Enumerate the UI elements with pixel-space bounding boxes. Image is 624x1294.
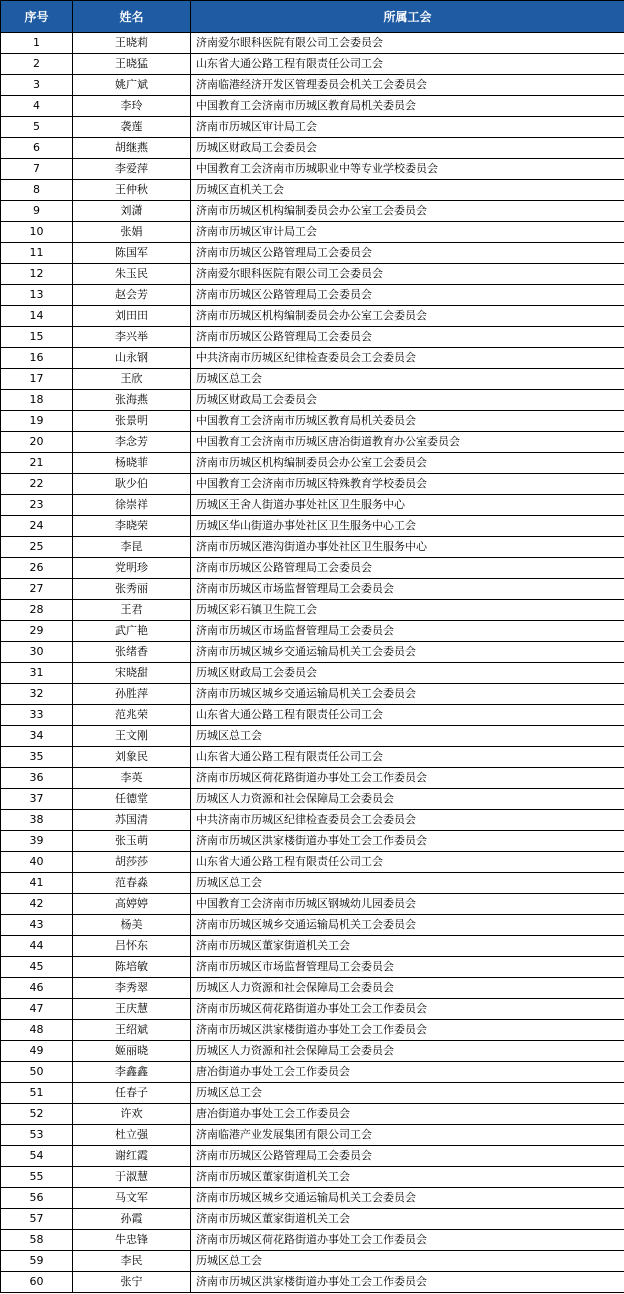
row-name: 杜立强 bbox=[73, 1125, 191, 1146]
row-name: 徐崇祥 bbox=[73, 495, 191, 516]
row-union: 济南市历城区市场监督管理局工会委员会 bbox=[191, 957, 624, 978]
row-name: 张秀丽 bbox=[73, 579, 191, 600]
row-index: 56 bbox=[1, 1188, 73, 1209]
row-index: 19 bbox=[1, 411, 73, 432]
row-union: 中国教育工会济南市历城区钢城幼儿园委员会 bbox=[191, 894, 624, 915]
header-union: 所属工会 bbox=[191, 1, 624, 33]
table-row bbox=[1, 1230, 624, 1251]
row-name: 耿少伯 bbox=[73, 474, 191, 495]
row-union: 济南市历城区洪家楼街道办事处工会工作委员会 bbox=[191, 1272, 624, 1293]
row-union: 中国教育工会济南市历城区教育局机关委员会 bbox=[191, 411, 624, 432]
table-row bbox=[1, 390, 624, 411]
table-row bbox=[1, 159, 624, 180]
row-union: 济南市历城区市场监督管理局工会委员会 bbox=[191, 579, 624, 600]
row-name: 孙霞 bbox=[73, 1209, 191, 1230]
table-row bbox=[1, 768, 624, 789]
table-row bbox=[1, 1125, 624, 1146]
row-name: 王庆慧 bbox=[73, 999, 191, 1020]
table-row bbox=[1, 453, 624, 474]
row-name: 刘象民 bbox=[73, 747, 191, 768]
row-index: 36 bbox=[1, 768, 73, 789]
row-union: 唐冶街道办事处工会工作委员会 bbox=[191, 1104, 624, 1125]
table-row bbox=[1, 873, 624, 894]
row-name: 姬丽晓 bbox=[73, 1041, 191, 1062]
row-union: 济南爱尔眼科医院有限公司工会委员会 bbox=[191, 264, 624, 285]
row-index: 41 bbox=[1, 873, 73, 894]
table-row bbox=[1, 726, 624, 747]
row-name: 牛忠锋 bbox=[73, 1230, 191, 1251]
row-name: 吕怀东 bbox=[73, 936, 191, 957]
row-name: 王仲秋 bbox=[73, 180, 191, 201]
row-union: 历城区财政局工会委员会 bbox=[191, 663, 624, 684]
table-row bbox=[1, 684, 624, 705]
row-index: 2 bbox=[1, 54, 73, 75]
row-union: 中共济南市历城区纪律检查委员会工会委员会 bbox=[191, 810, 624, 831]
row-union: 济南爱尔眼科医院有限公司工会委员会 bbox=[191, 33, 624, 54]
table-row bbox=[1, 999, 624, 1020]
header-row bbox=[1, 1, 624, 33]
row-name: 刘田田 bbox=[73, 306, 191, 327]
row-name: 马文军 bbox=[73, 1188, 191, 1209]
row-name: 王欣 bbox=[73, 369, 191, 390]
row-union: 济南市历城区机构编制委员会办公室工会委员会 bbox=[191, 306, 624, 327]
row-name: 朱玉民 bbox=[73, 264, 191, 285]
row-index: 44 bbox=[1, 936, 73, 957]
table-row bbox=[1, 558, 624, 579]
row-index: 40 bbox=[1, 852, 73, 873]
row-index: 7 bbox=[1, 159, 73, 180]
table-row bbox=[1, 96, 624, 117]
row-name: 李鑫鑫 bbox=[73, 1062, 191, 1083]
row-name: 任德堂 bbox=[73, 789, 191, 810]
row-name: 李兴举 bbox=[73, 327, 191, 348]
row-name: 张海燕 bbox=[73, 390, 191, 411]
row-index: 59 bbox=[1, 1251, 73, 1272]
row-name: 李晓荣 bbox=[73, 516, 191, 537]
row-union: 历城区人力资源和社会保障局工会委员会 bbox=[191, 1041, 624, 1062]
row-name: 武广艳 bbox=[73, 621, 191, 642]
row-union: 济南市历城区洪家楼街道办事处工会工作委员会 bbox=[191, 1020, 624, 1041]
row-union: 历城区彩石镇卫生院工会 bbox=[191, 600, 624, 621]
row-index: 33 bbox=[1, 705, 73, 726]
row-name: 王绍斌 bbox=[73, 1020, 191, 1041]
table-row bbox=[1, 747, 624, 768]
row-name: 李英 bbox=[73, 768, 191, 789]
row-index: 45 bbox=[1, 957, 73, 978]
row-index: 52 bbox=[1, 1104, 73, 1125]
row-name: 赵会芳 bbox=[73, 285, 191, 306]
row-index: 6 bbox=[1, 138, 73, 159]
row-name: 陈国军 bbox=[73, 243, 191, 264]
row-union: 历城区总工会 bbox=[191, 1083, 624, 1104]
row-index: 11 bbox=[1, 243, 73, 264]
row-union: 山东省大通公路工程有限责任公司工会 bbox=[191, 705, 624, 726]
row-index: 54 bbox=[1, 1146, 73, 1167]
table-row bbox=[1, 1020, 624, 1041]
row-union: 历城区人力资源和社会保障局工会委员会 bbox=[191, 978, 624, 999]
row-union: 济南临港产业发展集团有限公司工会 bbox=[191, 1125, 624, 1146]
table-row bbox=[1, 474, 624, 495]
row-name: 苏国清 bbox=[73, 810, 191, 831]
table-row bbox=[1, 138, 624, 159]
row-index: 50 bbox=[1, 1062, 73, 1083]
table-row bbox=[1, 1251, 624, 1272]
table-row bbox=[1, 117, 624, 138]
row-index: 47 bbox=[1, 999, 73, 1020]
table-row bbox=[1, 516, 624, 537]
row-name: 高婷婷 bbox=[73, 894, 191, 915]
row-union: 山东省大通公路工程有限责任公司工会 bbox=[191, 852, 624, 873]
row-union: 历城区华山街道办事处社区卫生服务中心工会 bbox=[191, 516, 624, 537]
table-row bbox=[1, 1146, 624, 1167]
row-union: 济南市历城区城乡交通运输局机关工会委员会 bbox=[191, 684, 624, 705]
table-row bbox=[1, 75, 624, 96]
row-name: 袭莲 bbox=[73, 117, 191, 138]
row-index: 18 bbox=[1, 390, 73, 411]
row-index: 20 bbox=[1, 432, 73, 453]
row-union: 济南市历城区审计局工会 bbox=[191, 117, 624, 138]
row-index: 14 bbox=[1, 306, 73, 327]
row-index: 31 bbox=[1, 663, 73, 684]
row-union: 济南市历城区公路管理局工会委员会 bbox=[191, 1146, 624, 1167]
row-union: 济南市历城区公路管理局工会委员会 bbox=[191, 558, 624, 579]
row-union: 济南市历城区机构编制委员会办公室工会委员会 bbox=[191, 201, 624, 222]
row-name: 党明珍 bbox=[73, 558, 191, 579]
row-index: 58 bbox=[1, 1230, 73, 1251]
row-index: 48 bbox=[1, 1020, 73, 1041]
table-row bbox=[1, 243, 624, 264]
table-row bbox=[1, 1083, 624, 1104]
row-index: 5 bbox=[1, 117, 73, 138]
table-row bbox=[1, 537, 624, 558]
row-name: 孙胜萍 bbox=[73, 684, 191, 705]
row-union: 中国教育工会济南市历城区唐冶街道教育办公室委员会 bbox=[191, 432, 624, 453]
table-row bbox=[1, 600, 624, 621]
row-name: 李昆 bbox=[73, 537, 191, 558]
row-name: 山永钢 bbox=[73, 348, 191, 369]
row-union: 济南市历城区城乡交通运输局机关工会委员会 bbox=[191, 915, 624, 936]
row-union: 济南市历城区董家街道机关工会 bbox=[191, 1167, 624, 1188]
row-index: 60 bbox=[1, 1272, 73, 1293]
row-name: 王君 bbox=[73, 600, 191, 621]
row-index: 32 bbox=[1, 684, 73, 705]
row-name: 李秀翠 bbox=[73, 978, 191, 999]
row-name: 张娟 bbox=[73, 222, 191, 243]
table-header bbox=[1, 1, 624, 33]
row-name: 宋晓甜 bbox=[73, 663, 191, 684]
row-index: 1 bbox=[1, 33, 73, 54]
row-index: 49 bbox=[1, 1041, 73, 1062]
row-index: 34 bbox=[1, 726, 73, 747]
table-row bbox=[1, 915, 624, 936]
table-row bbox=[1, 978, 624, 999]
table-row bbox=[1, 789, 624, 810]
row-name: 许欢 bbox=[73, 1104, 191, 1125]
table-row bbox=[1, 579, 624, 600]
row-index: 22 bbox=[1, 474, 73, 495]
table-row bbox=[1, 1188, 624, 1209]
table-row bbox=[1, 180, 624, 201]
table-row bbox=[1, 1062, 624, 1083]
row-index: 3 bbox=[1, 75, 73, 96]
table-row bbox=[1, 936, 624, 957]
header-index: 序号 bbox=[1, 1, 73, 33]
table-row bbox=[1, 264, 624, 285]
row-index: 16 bbox=[1, 348, 73, 369]
row-union: 历城区总工会 bbox=[191, 1251, 624, 1272]
row-name: 张宁 bbox=[73, 1272, 191, 1293]
table-row bbox=[1, 327, 624, 348]
table-row bbox=[1, 369, 624, 390]
row-name: 刘潇 bbox=[73, 201, 191, 222]
row-name: 谢红霞 bbox=[73, 1146, 191, 1167]
row-index: 13 bbox=[1, 285, 73, 306]
row-name: 任春子 bbox=[73, 1083, 191, 1104]
row-name: 王晓莉 bbox=[73, 33, 191, 54]
row-union: 济南市历城区城乡交通运输局机关工会委员会 bbox=[191, 1188, 624, 1209]
table-row bbox=[1, 642, 624, 663]
row-index: 57 bbox=[1, 1209, 73, 1230]
row-union: 中国教育工会济南市历城职业中等专业学校委员会 bbox=[191, 159, 624, 180]
table-row bbox=[1, 831, 624, 852]
row-union: 中国教育工会济南市历城区教育局机关委员会 bbox=[191, 96, 624, 117]
table-row bbox=[1, 810, 624, 831]
row-union: 历城区直机关工会 bbox=[191, 180, 624, 201]
row-union: 历城区总工会 bbox=[191, 726, 624, 747]
table-row bbox=[1, 1272, 624, 1293]
table-row bbox=[1, 495, 624, 516]
table-row bbox=[1, 894, 624, 915]
row-union: 济南市历城区城乡交通运输局机关工会委员会 bbox=[191, 642, 624, 663]
row-index: 39 bbox=[1, 831, 73, 852]
table-row bbox=[1, 957, 624, 978]
row-index: 17 bbox=[1, 369, 73, 390]
row-union: 历城区人力资源和社会保障局工会委员会 bbox=[191, 789, 624, 810]
row-index: 24 bbox=[1, 516, 73, 537]
row-union: 济南市历城区公路管理局工会委员会 bbox=[191, 327, 624, 348]
row-index: 4 bbox=[1, 96, 73, 117]
row-union: 济南市历城区审计局工会 bbox=[191, 222, 624, 243]
row-name: 张绪香 bbox=[73, 642, 191, 663]
table-row bbox=[1, 1209, 624, 1230]
table-row bbox=[1, 852, 624, 873]
row-index: 23 bbox=[1, 495, 73, 516]
table-row bbox=[1, 201, 624, 222]
table-row bbox=[1, 621, 624, 642]
row-union: 济南市历城区港沟街道办事处社区卫生服务中心 bbox=[191, 537, 624, 558]
row-name: 王文刚 bbox=[73, 726, 191, 747]
row-union: 济南市历城区荷花路街道办事处工会工作委员会 bbox=[191, 1230, 624, 1251]
row-index: 25 bbox=[1, 537, 73, 558]
table-row bbox=[1, 411, 624, 432]
table-row bbox=[1, 222, 624, 243]
row-union: 中国教育工会济南市历城区特殊教育学校委员会 bbox=[191, 474, 624, 495]
row-name: 李玲 bbox=[73, 96, 191, 117]
table-row bbox=[1, 348, 624, 369]
table-row bbox=[1, 54, 624, 75]
row-name: 范春淼 bbox=[73, 873, 191, 894]
row-index: 10 bbox=[1, 222, 73, 243]
row-union: 历城区财政局工会委员会 bbox=[191, 390, 624, 411]
row-index: 42 bbox=[1, 894, 73, 915]
table-body bbox=[1, 33, 624, 1293]
row-union: 济南市历城区董家街道机关工会 bbox=[191, 936, 624, 957]
row-index: 8 bbox=[1, 180, 73, 201]
row-index: 27 bbox=[1, 579, 73, 600]
row-name: 范兆荣 bbox=[73, 705, 191, 726]
row-union: 济南市历城区洪家楼街道办事处工会工作委员会 bbox=[191, 831, 624, 852]
table-row bbox=[1, 33, 624, 54]
table-row bbox=[1, 705, 624, 726]
header-name: 姓名 bbox=[73, 1, 191, 33]
row-name: 李念芳 bbox=[73, 432, 191, 453]
row-name: 王晓猛 bbox=[73, 54, 191, 75]
row-index: 26 bbox=[1, 558, 73, 579]
row-union: 山东省大通公路工程有限责任公司工会 bbox=[191, 747, 624, 768]
row-name: 胡继燕 bbox=[73, 138, 191, 159]
row-name: 杨美 bbox=[73, 915, 191, 936]
row-union: 济南市历城区荷花路街道办事处工会工作委员会 bbox=[191, 999, 624, 1020]
row-index: 12 bbox=[1, 264, 73, 285]
row-name: 于淑慧 bbox=[73, 1167, 191, 1188]
row-union: 历城区总工会 bbox=[191, 369, 624, 390]
row-index: 38 bbox=[1, 810, 73, 831]
row-union: 济南市历城区荷花路街道办事处工会工作委员会 bbox=[191, 768, 624, 789]
row-index: 51 bbox=[1, 1083, 73, 1104]
row-union: 山东省大通公路工程有限责任公司工会 bbox=[191, 54, 624, 75]
row-union: 济南市历城区机构编制委员会办公室工会委员会 bbox=[191, 453, 624, 474]
table-row bbox=[1, 1104, 624, 1125]
row-index: 30 bbox=[1, 642, 73, 663]
table-row bbox=[1, 285, 624, 306]
row-index: 37 bbox=[1, 789, 73, 810]
row-index: 35 bbox=[1, 747, 73, 768]
row-name: 李民 bbox=[73, 1251, 191, 1272]
table-row bbox=[1, 663, 624, 684]
row-name: 李爱萍 bbox=[73, 159, 191, 180]
row-name: 陈培敏 bbox=[73, 957, 191, 978]
table-row bbox=[1, 432, 624, 453]
row-name: 胡莎莎 bbox=[73, 852, 191, 873]
row-name: 杨晓菲 bbox=[73, 453, 191, 474]
row-index: 43 bbox=[1, 915, 73, 936]
row-name: 张景明 bbox=[73, 411, 191, 432]
table-row bbox=[1, 1167, 624, 1188]
row-index: 28 bbox=[1, 600, 73, 621]
row-union: 历城区总工会 bbox=[191, 873, 624, 894]
row-union: 济南市历城区公路管理局工会委员会 bbox=[191, 285, 624, 306]
row-union: 济南临港经济开发区管理委员会机关工会委员会 bbox=[191, 75, 624, 96]
row-union: 唐冶街道办事处工会工作委员会 bbox=[191, 1062, 624, 1083]
row-union: 济南市历城区董家街道机关工会 bbox=[191, 1209, 624, 1230]
table-row bbox=[1, 306, 624, 327]
row-union: 中共济南市历城区纪律检查委员会工会委员会 bbox=[191, 348, 624, 369]
row-index: 21 bbox=[1, 453, 73, 474]
row-name: 姚广斌 bbox=[73, 75, 191, 96]
row-index: 15 bbox=[1, 327, 73, 348]
row-index: 29 bbox=[1, 621, 73, 642]
row-union: 历城区王舍人街道办事处社区卫生服务中心 bbox=[191, 495, 624, 516]
row-index: 46 bbox=[1, 978, 73, 999]
row-union: 历城区财政局工会委员会 bbox=[191, 138, 624, 159]
row-index: 55 bbox=[1, 1167, 73, 1188]
table-row bbox=[1, 1041, 624, 1062]
row-union: 济南市历城区公路管理局工会委员会 bbox=[191, 243, 624, 264]
row-union: 济南市历城区市场监督管理局工会委员会 bbox=[191, 621, 624, 642]
row-name: 张玉萌 bbox=[73, 831, 191, 852]
row-index: 53 bbox=[1, 1125, 73, 1146]
row-index: 9 bbox=[1, 201, 73, 222]
